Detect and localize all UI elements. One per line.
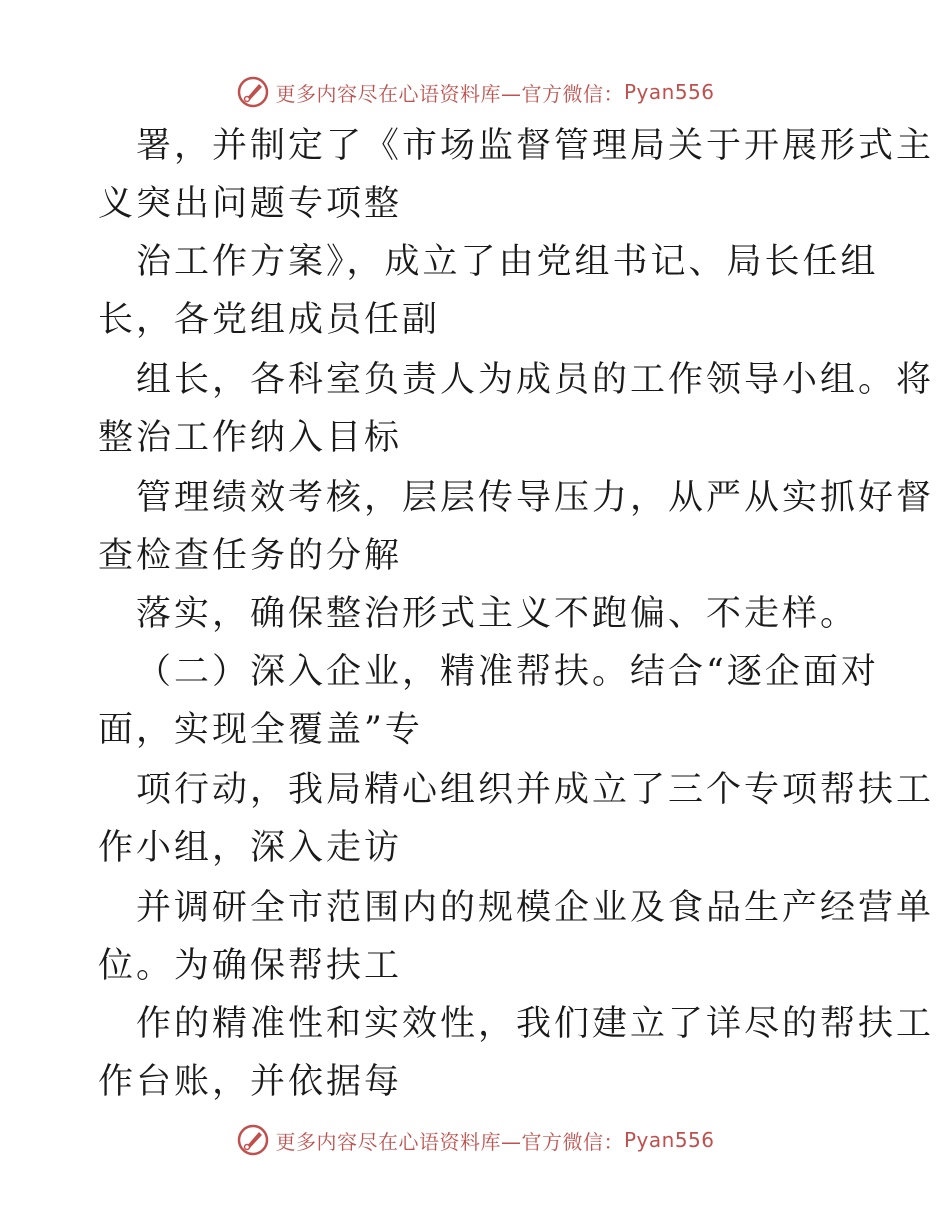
text-line: 并调研全市范围内的规模企业及食品生产经营单 bbox=[136, 888, 935, 928]
text-line: 作的精准性和实效性，我们建立了详尽的帮扶工 bbox=[136, 1004, 935, 1044]
header-wechat-label: 官方微信： bbox=[521, 81, 624, 106]
text-line: 面，实现全覆盖”专 bbox=[98, 710, 423, 750]
text-line: 署，并制定了《市场监督管理局关于开展形式主 bbox=[136, 126, 935, 166]
text-line: 长，各党组成员任副 bbox=[98, 300, 441, 340]
header-wechat-id: Pyan556 bbox=[623, 80, 715, 104]
header-site-text: 更多内容尽在心语资料库— bbox=[275, 81, 522, 106]
text-line: （二）深入企业，精准帮扶。结合“逐企面对 bbox=[136, 652, 879, 692]
text-line: 查检查任务的分解 bbox=[98, 536, 403, 576]
text-line: 落实，确保整治形式主义不跑偏、不走样。 bbox=[136, 594, 859, 634]
footer-site-text: 更多内容尽在心语资料库— bbox=[275, 1129, 522, 1154]
text-line: 管理绩效考核，层层传导压力，从严从实抓好督 bbox=[136, 478, 935, 518]
footer-banner bbox=[0, 1120, 950, 1160]
text-line: 组长，各科室负责人为成员的工作领导小组。将 bbox=[136, 360, 935, 400]
footer-wechat-id: Pyan556 bbox=[623, 1128, 715, 1152]
text-line: 义突出问题专项整 bbox=[98, 184, 403, 224]
logo-icon bbox=[235, 1122, 271, 1158]
text-line: 项行动，我局精心组织并成立了三个专项帮扶工 bbox=[136, 770, 935, 810]
text-line: 治工作方案》，成立了由党组书记、局长任组 bbox=[136, 242, 879, 282]
text-line: 作台账，并依据每 bbox=[98, 1062, 403, 1102]
logo-icon bbox=[235, 74, 271, 110]
text-line: 位。为确保帮扶工 bbox=[98, 946, 403, 986]
header-banner bbox=[0, 72, 950, 112]
text-line: 整治工作纳入目标 bbox=[98, 418, 403, 458]
footer-wechat-label: 官方微信： bbox=[521, 1129, 624, 1154]
text-line: 作小组，深入走访 bbox=[98, 828, 403, 868]
